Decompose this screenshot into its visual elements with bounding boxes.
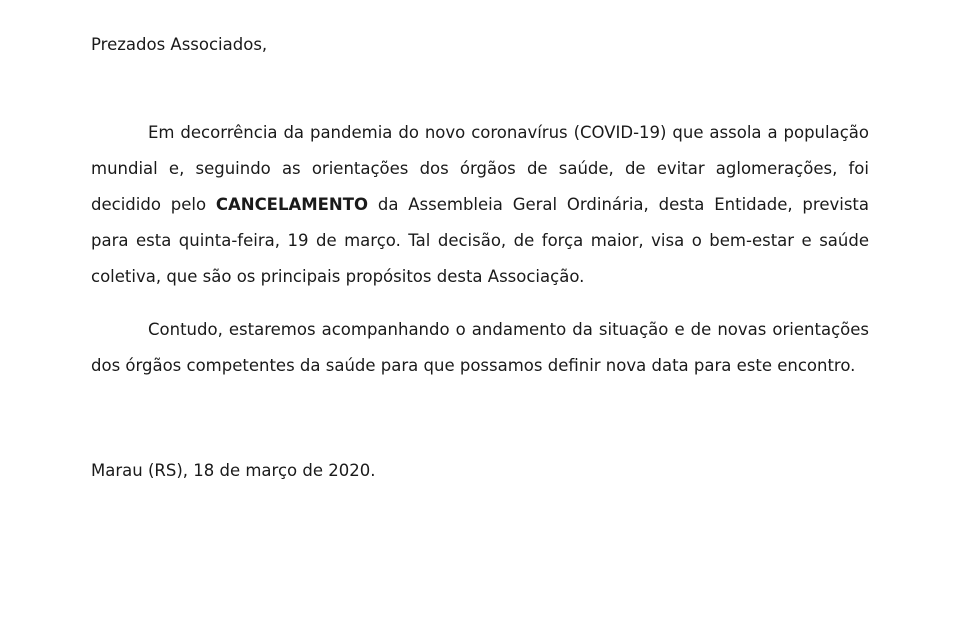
- paragraph-cancellation-text-end: da Assembleia Geral Ordinária, desta Entidade, prevista para esta quinta-feira, 19 de março. Tal decisão, de força maior, visa o bem-estar e saúde coletiva, que são os principais propósitos desta Associação.: [91, 195, 870, 286]
- cancellation-emphasis: CANCELAMENTO: [215, 195, 369, 214]
- closing-date-line: Marau (RS), 18 de março de 2020.: [91, 461, 376, 480]
- paragraph-cancellation-text-start: Em decorrência da pandemia do novo coronavírus (COVID-19) que assola a população mundial e, seguindo as orientações dos órgãos de saúde, de evitar aglomerações, foi decidido pelo: [91, 123, 869, 214]
- greeting: Prezados Associados,: [91, 35, 268, 54]
- paragraph-cancellation: [91, 115, 869, 295]
- paragraph-follow-up: Contudo, estaremos acompanhando o andamento da situação e de novas orientações dos órgãos competentes da saúde para que possamos definir nova data para este encontro.: [91, 320, 869, 375]
